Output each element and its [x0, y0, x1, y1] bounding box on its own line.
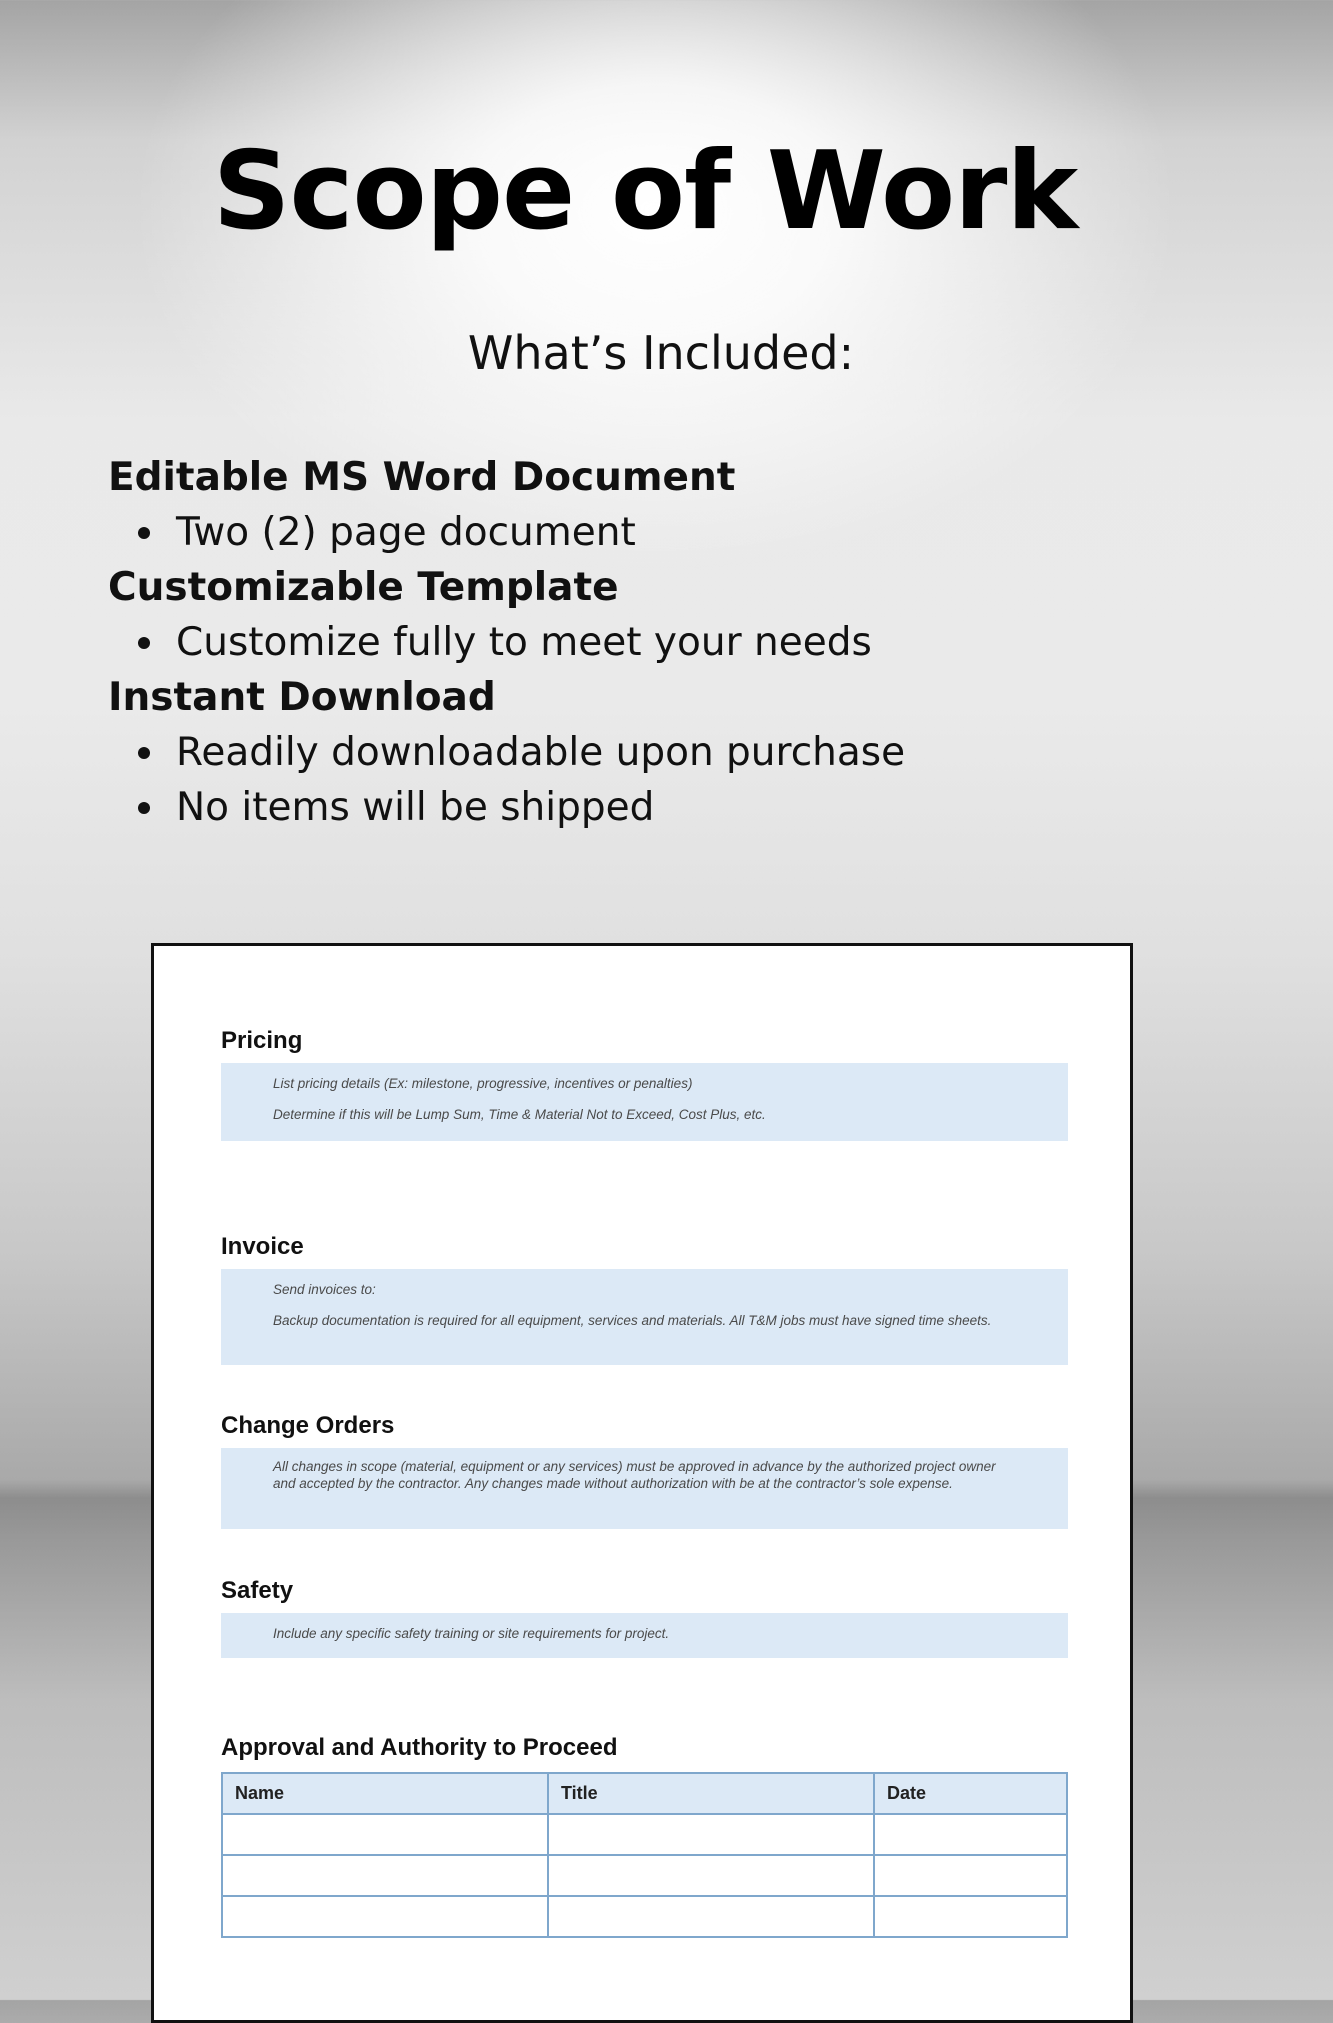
feature-item	[108, 725, 1258, 780]
feature-heading: Customizable Template	[108, 565, 619, 610]
feature-item-text: Customize fully to meet your needs	[176, 620, 872, 665]
column-header-name: Name	[222, 1773, 548, 1814]
section-line: List pricing details (Ex: milestone, progressive, incentives or penalties)	[273, 1076, 693, 1091]
feature-heading: Editable MS Word Document	[108, 455, 736, 500]
table-cell	[874, 1896, 1067, 1937]
section-box	[221, 1448, 1068, 1529]
feature-group-download	[108, 670, 1258, 835]
feature-list	[108, 450, 1258, 835]
bullet-icon	[138, 802, 150, 814]
section-heading: Safety	[221, 1577, 294, 1604]
section-line: Backup documentation is required for all equipment, services and materials. All T&M jobs must have signed time sheets.	[273, 1313, 992, 1328]
feature-item	[108, 505, 1258, 560]
section-heading: Pricing	[221, 1027, 303, 1054]
bullet-icon	[138, 747, 150, 759]
column-header-title: Title	[548, 1773, 874, 1814]
section-box	[221, 1613, 1068, 1658]
table-cell	[548, 1855, 874, 1896]
feature-items	[108, 505, 1258, 560]
section-box	[221, 1063, 1068, 1141]
feature-item-text: No items will be shipped	[176, 785, 655, 830]
section-line: Determine if this will be Lump Sum, Time & Material Not to Exceed, Cost Plus, etc.	[273, 1107, 766, 1122]
section-heading: Invoice	[221, 1233, 304, 1260]
approval-table	[221, 1772, 1068, 1938]
section-pricing	[221, 1027, 1068, 1141]
bullet-icon	[138, 527, 150, 539]
table-cell	[222, 1855, 548, 1896]
section-line: Send invoices to:	[273, 1282, 376, 1297]
table-cell	[548, 1814, 874, 1855]
feature-group-template	[108, 560, 1258, 670]
feature-item	[108, 615, 1258, 670]
section-heading: Change Orders	[221, 1412, 395, 1439]
feature-items	[108, 615, 1258, 670]
section-approval	[221, 1734, 1068, 1938]
feature-item-text: Two (2) page document	[176, 510, 636, 555]
included-title: What’s Included:	[467, 326, 855, 380]
section-box	[221, 1269, 1068, 1365]
section-heading: Approval and Authority to Proceed	[221, 1734, 618, 1761]
table-row	[222, 1814, 1067, 1855]
table-cell	[874, 1814, 1067, 1855]
feature-item-text: Readily downloadable upon purchase	[176, 730, 906, 775]
section-line: Include any specific safety training or site requirements for project.	[273, 1626, 670, 1641]
table-cell	[874, 1855, 1067, 1896]
section-line: All changes in scope (material, equipment or any services) must be approved in advance by the authorized project owner and accepted by the contractor. Any changes made without authorization with be at the contractor’s sole expense.	[273, 1459, 996, 1491]
feature-heading: Instant Download	[108, 675, 496, 720]
section-safety	[221, 1577, 1068, 1658]
section-invoice	[221, 1233, 1068, 1365]
feature-item	[108, 780, 1258, 835]
table-row	[222, 1855, 1067, 1896]
table-cell	[548, 1896, 874, 1937]
table-header-row	[222, 1773, 1067, 1814]
bullet-icon	[138, 637, 150, 649]
page-title: Scope of Work	[212, 129, 1078, 254]
feature-group-word	[108, 450, 1258, 560]
table-row	[222, 1896, 1067, 1937]
table-cell	[222, 1814, 548, 1855]
section-change-orders	[221, 1412, 1068, 1529]
feature-items	[108, 725, 1258, 835]
column-header-date: Date	[874, 1773, 1067, 1814]
table-cell	[222, 1896, 548, 1937]
document-preview	[151, 943, 1133, 2023]
